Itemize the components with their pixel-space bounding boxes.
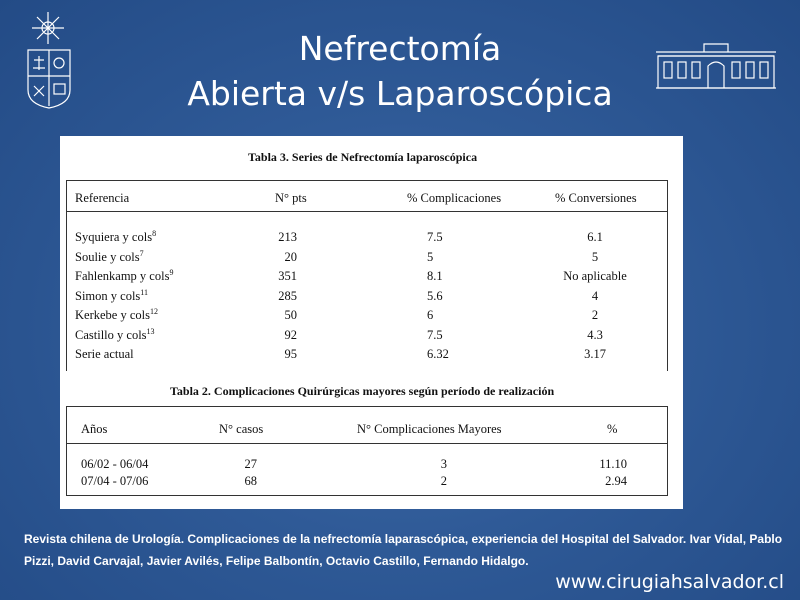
table2-cell-cases: 68 <box>244 474 257 488</box>
table3-cell-ref <box>75 230 156 245</box>
table3-cell-conv: 4 <box>591 288 599 303</box>
table3-cell-pts: 50 <box>284 308 297 322</box>
table2-cell-years: 07/04 - 07/06 <box>81 474 149 488</box>
table2-header-cases: N° casos <box>219 422 264 436</box>
table2-title: Tabla 2. Complicaciones Quirúrgicas mayores según período de realización <box>170 384 555 398</box>
table3-ref-text: Castillo y cols <box>75 327 147 342</box>
table3-cell-comp: 7.5 <box>427 230 443 244</box>
table3-cell-comp: 5 <box>427 249 434 264</box>
table3-cell-pts: 351 <box>278 269 297 283</box>
table2-cell-years: 06/02 - 06/04 <box>81 457 149 471</box>
table3-cell-ref <box>75 328 155 343</box>
table3-cell-comp: 6.32 <box>427 347 449 361</box>
table3-cell-conv: No aplicable <box>563 269 627 283</box>
table3-title: Tabla 3. Series de Nefrectomía laparoscópica <box>248 150 478 164</box>
table3-header-comp: % Complicaciones <box>407 191 502 205</box>
table3-ref-text: Kerkebe y cols <box>75 308 150 322</box>
table2-header-divider <box>67 443 667 444</box>
table2-cell-pct: 11.10 <box>599 457 627 471</box>
table3-cell-comp: 8.1 <box>427 269 443 283</box>
table3-ref-citation: 8 <box>152 229 157 238</box>
table2-cell-pct: 2.94 <box>605 474 627 488</box>
table3-ref-citation: 12 <box>149 307 158 316</box>
table3-ref-citation: 11 <box>140 287 148 297</box>
slide-title-line-1: Nefrectomía <box>298 29 502 68</box>
website-url: www.cirugiahsalvador.cl <box>555 571 784 593</box>
table3-ref-text: Fahlenkamp y cols <box>75 269 170 283</box>
table3-header-pts: N° pts <box>275 191 307 205</box>
table3-cell-conv: 6.1 <box>587 230 603 244</box>
table3-cell-ref <box>75 289 148 304</box>
table3-header-divider <box>67 211 667 212</box>
citation-reference: Revista chilena de Urología. Complicaciones de la nefrectomía laparascópica, experiencia del Hospital del Salvador. Ivar Vidal, Pablo Pizzi, David Carvajal, Javier Avilés, Felipe Balbontín, Octavio Castillo, Fernando Hidalgo. <box>24 532 783 568</box>
table2-header-major: N° Complicaciones Mayores <box>357 422 502 436</box>
table2-cell-cases: 27 <box>244 457 257 471</box>
table3-cell-conv: 4.3 <box>587 327 603 342</box>
table3-ref-citation: 13 <box>146 326 155 336</box>
table3-cell-ref <box>75 308 158 323</box>
slide-title-line-2: Abierta v/s Laparoscópica <box>187 74 613 113</box>
table3-header-conv: % Conversiones <box>555 191 637 205</box>
table3-cell-comp: 5.6 <box>427 288 443 303</box>
slide-title <box>0 26 800 116</box>
table2 <box>66 406 668 496</box>
table2-cell-major: 3 <box>440 457 447 471</box>
table3-cell-comp: 7.5 <box>427 327 443 342</box>
table3-ref-text: Soulie y cols <box>75 249 140 264</box>
table3-header-ref: Referencia <box>75 191 130 205</box>
table3-cell-conv: 3.17 <box>584 347 606 361</box>
table3-ref-citation: 7 <box>139 248 144 258</box>
table3-cell-conv: 2 <box>591 308 599 322</box>
table3-cell-pts: 285 <box>278 288 297 303</box>
table3-cell-pts: 95 <box>284 347 297 361</box>
table3-cell-ref <box>75 269 173 284</box>
table2-cell-major: 2 <box>440 474 447 488</box>
table3-cell-pts: 20 <box>284 249 297 264</box>
table3-cell-pts: 213 <box>278 230 297 244</box>
table3-cell-pts: 92 <box>284 327 297 342</box>
table3-ref-text: Simon y cols <box>75 288 141 303</box>
table3-ref-text: Serie actual <box>75 347 134 361</box>
paper-excerpt-image <box>60 136 683 509</box>
table3-cell-conv: 5 <box>591 249 599 264</box>
table3-ref-text: Syquiera y cols <box>75 230 153 244</box>
table3-cell-comp: 6 <box>427 308 434 322</box>
table2-header-years: Años <box>81 422 108 436</box>
table3 <box>66 180 668 371</box>
table3-ref-citation: 9 <box>169 268 174 277</box>
table3-cell-ref <box>75 347 134 362</box>
table3-cell-ref <box>75 250 144 265</box>
table2-header-pct: % <box>607 422 618 436</box>
